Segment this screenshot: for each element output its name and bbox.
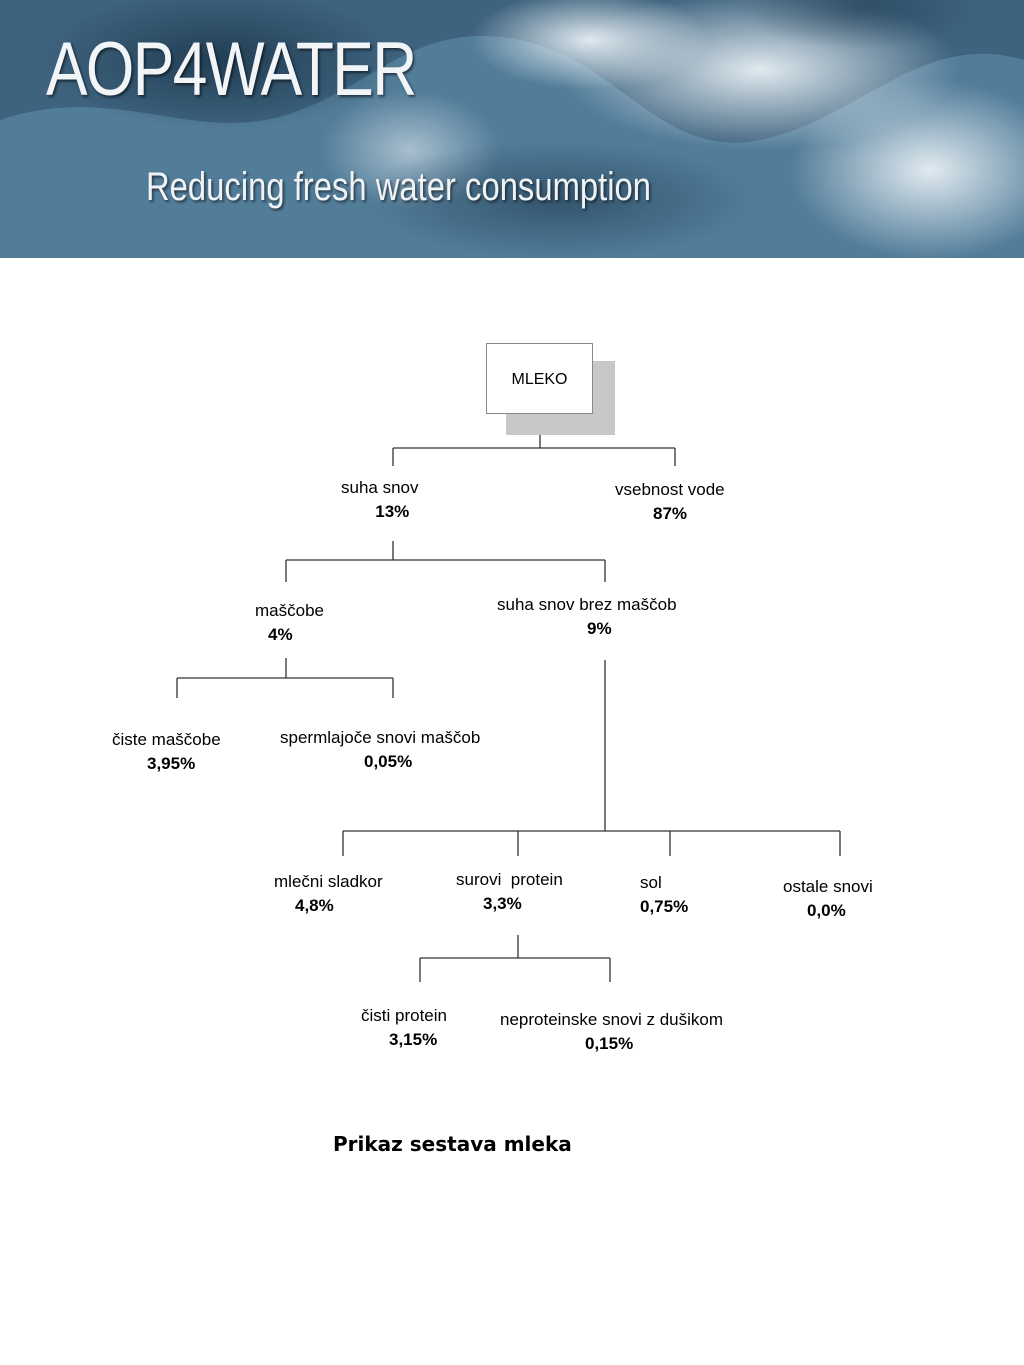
node-label: vsebnost vode: [615, 480, 725, 499]
node-cisti-protein: [361, 1004, 447, 1052]
node-label: čisti protein: [361, 1006, 447, 1025]
node-neproteinske-snovi: [500, 1008, 723, 1056]
node-value: 4,8%: [295, 896, 334, 915]
node-suha-snov-brez-mascob: [497, 593, 677, 641]
node-label: suha snov brez maščob: [497, 595, 677, 614]
node-vsebnost-vode: [615, 478, 725, 526]
node-value: 0,05%: [364, 752, 413, 771]
banner-subtitle: Reducing fresh water consumption: [146, 165, 652, 209]
node-value: 3,95%: [147, 754, 196, 773]
node-value: 4%: [268, 625, 293, 644]
banner-title: AOP4WATER: [46, 27, 416, 112]
node-value: 9%: [587, 619, 612, 638]
node-label: mlečni sladkor: [274, 872, 383, 891]
node-value: 13%: [375, 502, 410, 521]
node-label: suha snov: [341, 478, 419, 497]
node-value: 0,15%: [585, 1034, 634, 1053]
node-label: ostale snovi: [783, 877, 873, 896]
root-node-label: MLEKO: [511, 371, 568, 388]
node-label: neproteinske snovi z dušikom: [500, 1010, 724, 1029]
node-value: 3,3%: [483, 894, 522, 913]
node-spremljajoce-snovi: [280, 726, 480, 774]
node-value: 3,15%: [389, 1030, 438, 1049]
node-ciste-mascobe: [112, 728, 221, 776]
node-label: maščobe: [255, 601, 324, 620]
node-value: 0,75%: [640, 897, 689, 916]
node-label: surovi protein: [456, 870, 563, 889]
node-mlecni-sladkor: [274, 870, 383, 918]
node-value: 87%: [653, 504, 688, 523]
figure-caption: Prikaz sestava mleka: [333, 1132, 572, 1156]
node-surovi-protein: [456, 868, 563, 916]
node-suha-snov: [341, 476, 419, 524]
node-label: spermlajoče snovi maščob: [280, 728, 481, 747]
node-label: sol: [640, 873, 662, 892]
node-sol: [640, 871, 688, 919]
node-label: čiste maščobe: [112, 730, 221, 749]
node-value: 0,0%: [807, 901, 846, 920]
root-node: [486, 343, 593, 414]
node-ostale-snovi: [783, 875, 873, 923]
node-mascobe: [255, 599, 324, 647]
